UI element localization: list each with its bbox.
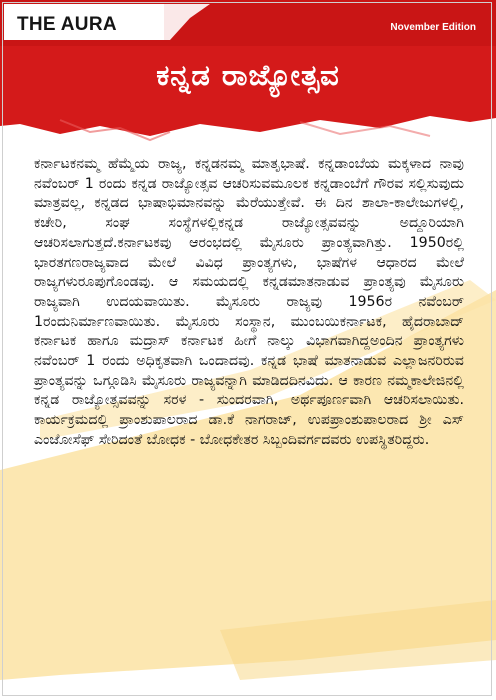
article-headline: ಕನ್ನಡ ರಾಜ್ಯೋತ್ಸವ bbox=[156, 58, 340, 92]
edition-label: November Edition bbox=[390, 22, 476, 33]
article-body: ಕರ್ನಾಟಕನಮ್ಮ ಹೆಮ್ಮೆಯ ರಾಜ್ಯ, ಕನ್ನಡನಮ್ಮ ಮಾತೃಭಾಷೆ. ಕನ್ನಡಾಂಬೆಯ ಮಕ್ಕಳಾದ ನಾವು ನವೆಂಬರ್ 1 ರಂದು ಕನ್ನಡ ರಾಜ್ಯೋತ್ಸವ ಆಚರಿಸುವಮೂಲಕ ಕನ್ನಡಾಂಬೆಗೆ ಗೌರವ ಸಲ್ಲಿಸುವುದು ಮಾತ್ರವಲ್ಲ, ಕನ್ನಡದ ಭಾಷಾಭಿಮಾನವನ್ನು ಮೆರೆಯುತ್ತೇವೆ. ಈ ದಿನ ಶಾಲಾ-ಕಾಲೇಜುಗಳಲ್ಲಿ, ಕಚೇರಿ, ಸಂಘ ಸಂಸ್ಥೆಗಳಲ್ಲಿಕನ್ನಡ ರಾಜ್ಯೋತ್ಸವವನ್ನು ಅದ್ದೂರಿಯಾಗಿ ಆಚರಿಸಲಾಗುತ್ತದೆ.ಕರ್ನಾಟಕವು ಆರಂಭದಲ್ಲಿ ಮೈಸೂರು ಪ್ರಾಂತ್ಯವಾಗಿತ್ತು. 1950ರಲ್ಲಿ ಭಾರತಗಣರಾಜ್ಯವಾದ ಮೇಲೆ ವಿವಿಧ ಪ್ರಾಂತ್ಯಗಳು, ಭಾಷೆಗಳ ಆಧಾರದ ಮೇಲೆ ರಾಜ್ಯಗಳುರೂಪುಗೊಂಡವು. ಆ ಸಮಯದಲ್ಲಿ ಕನ್ನಡಮಾತನಾಡುವ ಪ್ರಾಂತ್ಯವು ಮೈಸೂರು ರಾಜ್ಯವಾಗಿ ಉದಯವಾಯಿತು. ಮೈಸೂರು ರಾಜ್ಯವು 1956ರ ನವೆಂಬರ್ 1ರಂದುನಿರ್ಮಾಣವಾಯಿತು. ಮೈಸೂರು ಸಂಸ್ಥಾನ, ಮುಂಬಯಿಕರ್ನಾಟಕ, ಹೈದರಾಬಾದ್ ಕರ್ನಾಟಕ ಹಾಗೂ ಮದ್ರಾಸ್ ಕರ್ನಾಟಕ ಹೀಗೆ ನಾಲ್ಕು ವಿಭಾಗವಾಗಿದ್ದಅಂದಿನ ಪ್ರಾಂತ್ಯಗಳು ನವೆಂಬರ್ 1 ರಂದು ಅಧಿಕೃತವಾಗಿ ಒಂದಾದವು. ಕನ್ನಡ ಭಾಷೆ ಮಾತನಾಡುವ ಎಲ್ಲಾಜನರಿರುವ ಪ್ರಾಂತ್ಯವನ್ನು ಒಗ್ಗೂಡಿಸಿ ಮೈಸೂರು ರಾಜ್ಯವನ್ನಾಗಿ ಮಾಡಿದದಿನವಿದು. ಆ ಕಾರಣ ನಮ್ಮಕಾಲೇಜಿನಲ್ಲಿ ಕನ್ನಡ ರಾಜ್ಯೋತ್ಸವವನ್ನು ಸರಳ - ಸುಂದರವಾಗಿ, ಅರ್ಥಪೂರ್ಣವಾಗಿ ಆಚರಿಸಲಾಯಿತು. ಕಾರ್ಯಕ್ರಮದಲ್ಲಿ ಪ್ರಾಂಶುಪಾಲರಾದ ಡಾ.ಕೆ ನಾಗರಾಜ್, ಉಪಪ್ರಾಂಶುಪಾಲರಾದ ಶ್ರೀ ಎಸ್ ಎಂಜೋಸೆಫ್ ಸೇರಿದಂತೆ ಬೋಧಕ - ಬೋಧಕೇತರ ಸಿಬ್ಬಂದಿವರ್ಗದವರು ಉಪಸ್ಥಿತರಿದ್ದರು. bbox=[34, 156, 464, 448]
masthead-title: THE AURA bbox=[17, 14, 117, 35]
